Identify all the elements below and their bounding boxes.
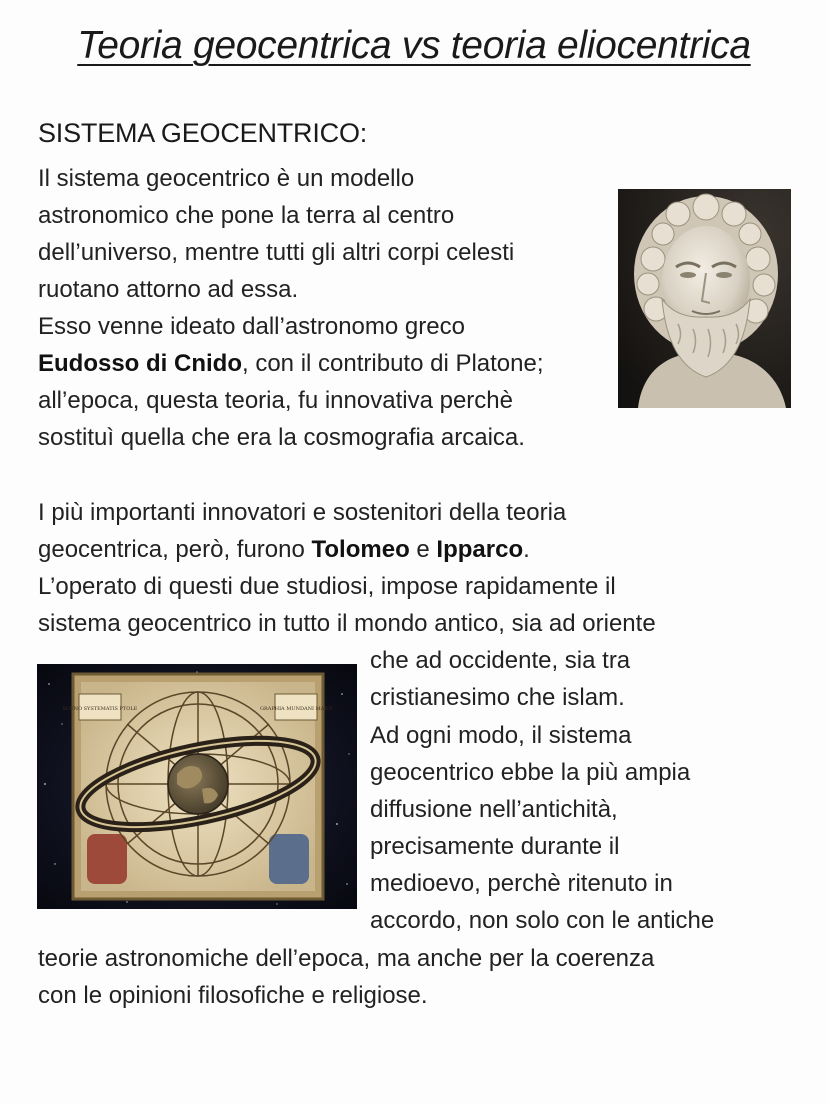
text-line: Ad ogni modo, il sistema xyxy=(370,722,632,749)
text-line: ruotano attorno ad essa. xyxy=(38,276,299,303)
text-line: medioevo, perchè ritenuto in xyxy=(370,870,673,897)
section-heading: SISTEMA GEOCENTRICO: xyxy=(38,118,368,148)
text-line: precisamente durante il xyxy=(370,833,620,860)
celestial-caption-left: SCENO SYSTEMATIS PTOLE xyxy=(62,706,138,712)
celestial-caption-right: GRAPHIA MUNDANI MAICI xyxy=(259,706,333,712)
text-line: all’epoca, questa teoria, fu innovativa perchè xyxy=(38,387,513,414)
text-line: Eudosso di Cnido, con il contributo di Platone; xyxy=(38,350,544,377)
text-line: diffusione nell’antichità, xyxy=(370,796,618,823)
text-line: dell’universo, mentre tutti gli altri corpi celesti xyxy=(38,239,515,266)
bold-name-eudosso: Eudosso di Cnido xyxy=(38,350,242,377)
text-line: sostituì quella che era la cosmografia arcaica. xyxy=(38,424,525,451)
text-line: teorie astronomiche dell’epoca, ma anche per la coerenza xyxy=(38,945,655,972)
text-line: I più importanti innovatori e sostenitori della teoria xyxy=(38,499,567,526)
harmonia-macrocosmica-image xyxy=(37,664,357,909)
text-line: astronomico che pone la terra al centro xyxy=(38,202,455,229)
text-line: cristianesimo che islam. xyxy=(370,684,625,711)
text-line: che ad occidente, sia tra xyxy=(370,647,631,674)
page-title: Teoria geocentrica vs teoria eliocentrica xyxy=(77,24,751,67)
bold-name-ipparco: Ipparco xyxy=(436,536,524,563)
marble-bust-image xyxy=(618,189,791,408)
text-line: geocentrica, però, furono Tolomeo e Ipparco. xyxy=(38,536,530,563)
text-line: geocentrico ebbe la più ampia xyxy=(370,759,691,786)
text-line: con le opinioni filosofiche e religiose. xyxy=(38,982,428,1009)
text-line: Esso venne ideato dall’astronomo greco xyxy=(38,313,465,340)
text-line: Il sistema geocentrico è un modello xyxy=(38,165,415,192)
text-line: L’operato di questi due studiosi, impose rapidamente il xyxy=(38,573,616,600)
text-line: sistema geocentrico in tutto il mondo antico, sia ad oriente xyxy=(38,610,656,637)
bold-name-tolomeo: Tolomeo xyxy=(311,536,410,563)
text-line: accordo, non solo con le antiche xyxy=(370,907,715,934)
